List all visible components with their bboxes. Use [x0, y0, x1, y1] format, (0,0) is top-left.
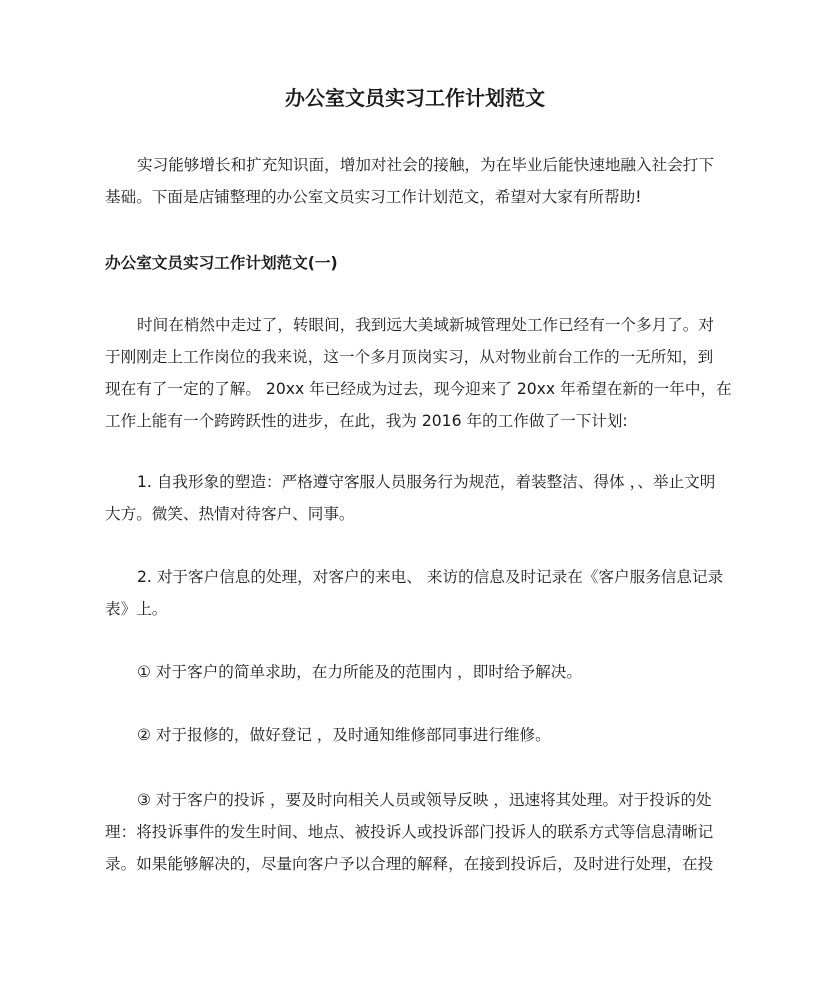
text-line: 大方。微笑、热情对待客户、同事。 — [105, 505, 355, 523]
text-line: 于刚刚走上工作岗位的我来说，这一个多月顶岗实习，从对物业前台工作的一无所知，到 — [105, 348, 714, 366]
text-line: ② 对于报修的，做好登记 ，及时通知维修部同事进行维修。 — [137, 726, 551, 744]
text-line: ③ 对于客户的投诉 ，要及时向相关人员或领导反映 ，迅速将其处理。对于投诉的处 — [137, 791, 712, 809]
text-line: 基础。下面是店铺整理的办公室文员实习工作计划范文，希望对大家有所帮助! — [105, 188, 642, 206]
text-line: 2. 对于客户信息的处理，对客户的来电、 来访的信息及时记录在《客户服务信息记录 — [137, 568, 724, 586]
text-line: ① 对于客户的简单求助，在力所能及的范围内 ，即时给予解决。 — [137, 663, 582, 681]
list-item-1 — [105, 466, 741, 530]
text-line: 录。如果能够解决的，尽量向客户予以合理的解释，在接到投诉后，及时进行处理，在投 — [105, 855, 714, 873]
sub-item-2 — [105, 719, 741, 751]
text-line: 实习能够增长和扩充知识面，增加对社会的接触，为在毕业后能快速地融入社会打下 — [137, 156, 714, 174]
intro-paragraph — [105, 149, 741, 213]
text-line: 理：将投诉事件的发生时间、地点、被投诉人或投诉部门投诉人的联系方式等信息清晰记 — [105, 823, 714, 841]
sub-item-1 — [105, 656, 741, 688]
text-line: 表》上。 — [105, 600, 168, 618]
document-title: 办公室文员实习工作计划范文 — [285, 86, 545, 110]
body-paragraph — [105, 309, 741, 437]
section-heading: 办公室文员实习工作计划范文(一) — [105, 254, 338, 272]
text-line: 时间在梢然中走过了，转眼间，我到远大美域新城管理处工作已经有一个多月了。对 — [137, 316, 714, 334]
text-line: 工作上能有一个跨跨跃性的进步，在此，我为 2016 年的工作做了一下计划: — [105, 412, 628, 430]
sub-item-3 — [105, 784, 741, 880]
list-item-2 — [105, 561, 741, 625]
text-line: 1. 自我形象的塑造：严格遵守客服人员服务行为规范，着装整洁、得体 ，、举止文明 — [137, 473, 716, 491]
text-line: 现在有了一定的了解。 20xx 年已经成为过去，现今迎来了 20xx 年希望在新的一年中，在 — [105, 380, 732, 398]
